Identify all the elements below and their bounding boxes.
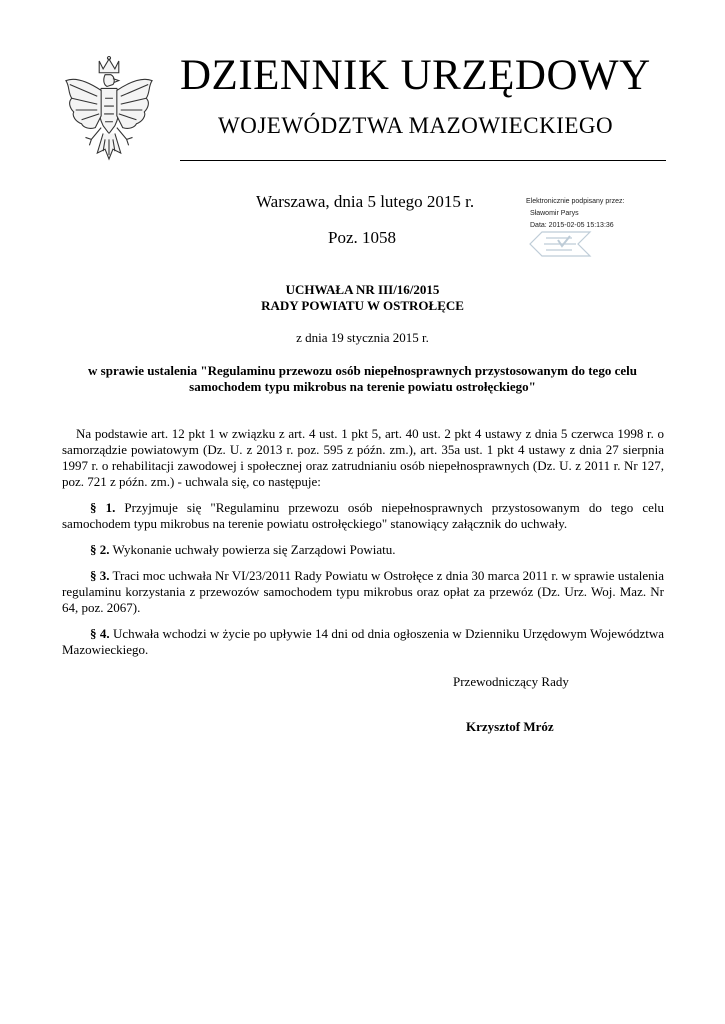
header-divider (180, 160, 666, 161)
section-text: Traci moc uchwała Nr VI/23/2011 Rady Powiatu w Ostrołęce z dnia 30 marca 2011 r. w sprawie ustalenia regulaminu korzystania z przewozów samochodem typu mikrobus oraz opłat za przewóz (Dz. Urz. Woj. Maz. Nr 64, poz. 2067). (62, 568, 665, 615)
section-number: § 2. (90, 542, 110, 557)
section-paragraph (62, 568, 664, 616)
resolution-title (0, 282, 725, 314)
signature-date: Data: 2015-02-05 15:13:36 (530, 222, 614, 229)
signature-checkmark-icon (528, 230, 592, 258)
electronic-signature-info (526, 196, 666, 232)
resolution-subject: w sprawie ustalenia "Regulaminu przewozu osób niepełnosprawnych przystosowanym do tego celu samochodem typu mikrobus na terenie powiatu ostrołęckiego" (88, 363, 637, 394)
publication-date: Warszawa, dnia 5 lutego 2015 r. (256, 192, 475, 211)
signature-label: Elektronicznie podpisany przez: (526, 198, 625, 205)
section-text: Uchwała wchodzi w życie po upływie 14 dni od dnia ogłoszenia w Dzienniku Urzędowym Województwa Mazowieckiego. (62, 626, 665, 657)
resolution-body (62, 426, 664, 668)
resolution-number: UCHWAŁA NR III/16/2015 (285, 282, 440, 297)
preamble-paragraph: Na podstawie art. 12 pkt 1 w związku z art. 4 ust. 1 pkt 5, art. 40 ust. 2 pkt 4 ustawy z dnia 5 czerwca 1998 r. o samorządzie powiatowym (Dz. U. z 2013 r. poz. 595 z późn. zm.), art. 35a ust. 1 pkt 4 ustawy z dnia 27 sierpnia 1997 r. o rehabilitacji zawodowej i społecznej oraz zatrudnianiu osób niepełnosprawnych (Dz. U. z 2011 r. Nr 127, poz. 721 z późn. zm.) - uchwala się, co następuje: (62, 426, 664, 489)
section-paragraph (62, 542, 664, 558)
journal-subtitle: WOJEWÓDZTWA MAZOWIECKIEGO (218, 113, 614, 138)
journal-title: DZIENNIK URZĘDOWY (180, 52, 651, 99)
resolution-date: z dnia 19 stycznia 2015 r. (296, 330, 429, 345)
section-paragraph (62, 626, 664, 658)
section-text: Przyjmuje się "Regulaminu przewozu osób niepełnosprawnych przystosowanym do tego celu samochodem typu mikrobus na terenie powiatu ostrołęckiego" stanowiący załącznik do uchwały. (62, 500, 665, 531)
signer-role: Przewodniczący Rady (453, 674, 569, 689)
signer-name: Krzysztof Mróz (466, 719, 554, 734)
publication-position: Poz. 1058 (328, 228, 396, 247)
section-number: § 1. (90, 500, 116, 515)
section-paragraph (62, 500, 664, 532)
signature-signer: Sławomir Parys (530, 210, 579, 217)
resolution-council: RADY POWIATU W OSTROŁĘCE (261, 298, 464, 313)
section-number: § 3. (90, 568, 110, 583)
section-number: § 4. (90, 626, 110, 641)
polish-eagle-emblem-icon (60, 55, 158, 165)
section-text: Wykonanie uchwały powierza się Zarządowi Powiatu. (112, 542, 396, 557)
